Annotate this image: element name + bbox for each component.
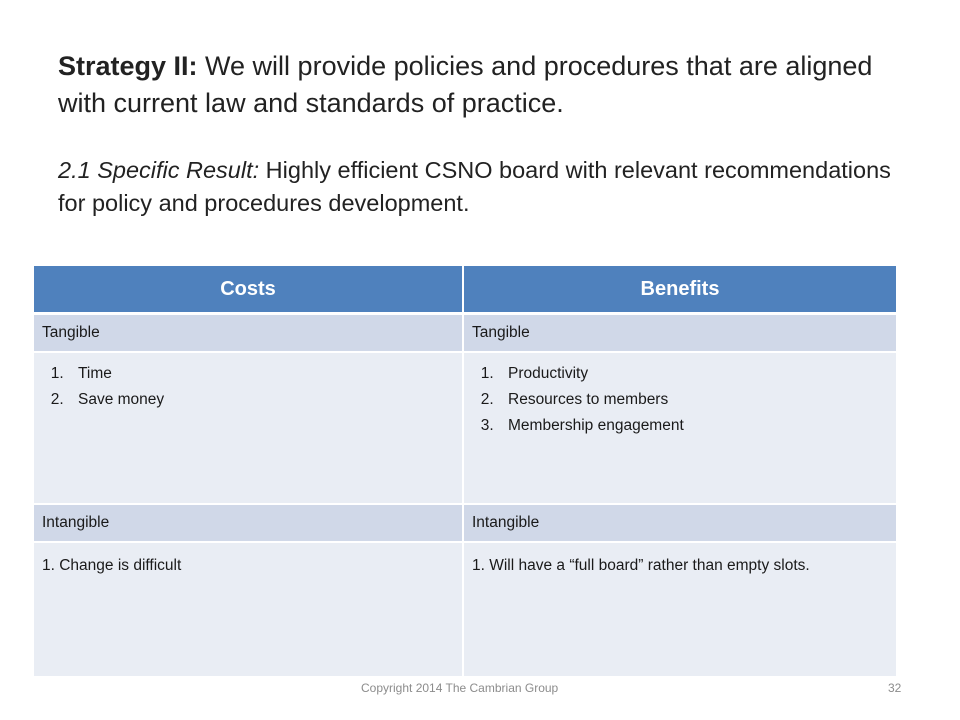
benefits-tangible-label: Tangible: [463, 314, 897, 353]
tangible-label-row: [33, 314, 897, 353]
list-item: 1. Time: [68, 361, 454, 387]
benefits-tangible-cell: [463, 352, 897, 504]
table-header-row: [33, 265, 897, 314]
benefits-intangible-text: 1. Will have a “full board” rather than empty slots.: [472, 557, 810, 574]
specific-result: [58, 154, 918, 220]
tangible-items-row: [33, 352, 897, 504]
benefits-intangible-label: Intangible: [463, 504, 897, 542]
title-lead: Strategy II:: [58, 51, 198, 81]
list-item: 2. Resources to members: [498, 387, 888, 413]
footer-copyright: Copyright 2014 The Cambrian Group: [361, 681, 559, 695]
benefits-intangible-cell: [463, 542, 897, 677]
costs-tangible-label: Tangible: [33, 314, 463, 353]
benefits-header: Benefits: [463, 265, 897, 314]
slide-title: [58, 48, 918, 122]
list-item: 3. Membership engagement: [498, 413, 888, 439]
list-item: 1. Productivity: [498, 361, 888, 387]
list-item: 2. Save money: [68, 387, 454, 413]
costs-intangible-label: Intangible: [33, 504, 463, 542]
intangible-label-row: [33, 504, 897, 542]
intangible-items-row: [33, 542, 897, 677]
benefits-tangible-list: [472, 361, 888, 439]
cost-benefit-table: [32, 264, 898, 678]
costs-header: Costs: [33, 265, 463, 314]
costs-tangible-cell: [33, 352, 463, 504]
page-number: 32: [888, 681, 902, 695]
costs-tangible-list: [42, 361, 454, 413]
costs-intangible-cell: [33, 542, 463, 677]
specific-result-lead: 2.1 Specific Result:: [58, 157, 260, 183]
specific-result-text: Highly efficient CSNO board with relevant recommendations for policy and procedures development.: [58, 157, 891, 216]
costs-intangible-text: 1. Change is difficult: [42, 557, 182, 574]
title-text: We will provide policies and procedures that are aligned with current law and standards of practice.: [58, 51, 873, 118]
